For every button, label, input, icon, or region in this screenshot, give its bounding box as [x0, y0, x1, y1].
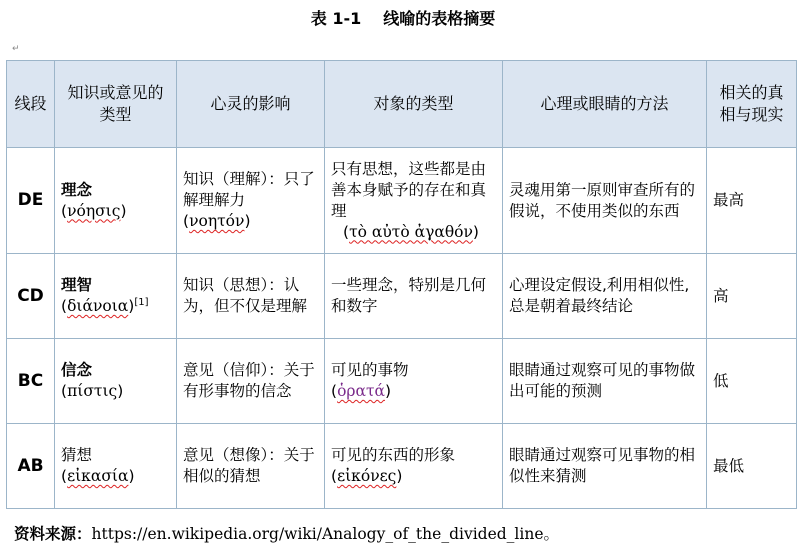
term-name: 信念 [61, 361, 93, 379]
caption-number: 表 1-1 [310, 9, 362, 28]
object-greek: τὸ αὐτὸ ἀγαθόν [349, 222, 473, 241]
source-url[interactable]: https://en.wikipedia.org/wiki/Analogy_of_the_divided_line。 [91, 525, 559, 543]
term-name: 理念 [61, 180, 93, 199]
source-note [14, 522, 559, 544]
object-cell: 可见的东西的形象 (εἰκόνες) [325, 424, 503, 509]
table-row [7, 339, 797, 424]
effect-greek: νοητόν [189, 212, 245, 230]
method-cell: 眼睛通过观察可见事物的相似性来猜测 [503, 424, 707, 509]
term-name: 理智 [61, 276, 93, 294]
summary-table-wrap [6, 60, 796, 509]
paragraph-mark-icon: ↵ [12, 44, 20, 54]
segment-cell: AB [7, 424, 55, 509]
term-cell: 理念 (νόησις) [55, 148, 177, 254]
header-method: 心理或眼睛的方法 [503, 61, 707, 148]
effect-cell: 知识（理解）：只了解理解力 (νοητόν) [177, 148, 325, 254]
object-cell: 只有思想，这些都是由善本身赋予的存在和真理 (τὸ αὐτὸ ἀγαθόν) [325, 148, 503, 254]
effect-cell: 意见（想像）：关于相似的猜想 [177, 424, 325, 509]
header-mind-effect: 心灵的影响 [177, 61, 325, 148]
object-cell: 可见的事物 (ὁρατά) [325, 339, 503, 424]
object-text: 可见的事物 [331, 361, 409, 379]
method-cell: 眼睛通过观察可见的事物做出可能的预测 [503, 339, 707, 424]
term-cell: 猜想 (εἰκασία) [55, 424, 177, 509]
object-text: 只有思想，这些都是由善本身赋予的存在和真理 [331, 159, 487, 220]
reality-cell: 高 [707, 254, 797, 339]
table-row [7, 424, 797, 509]
segment-cell: CD [7, 254, 55, 339]
table-row [7, 254, 797, 339]
reality-cell: 最高 [707, 148, 797, 254]
effect-cell: 知识（思想）：认为，但不仅是理解 [177, 254, 325, 339]
term-cell: 信念 (πίστις) [55, 339, 177, 424]
header-knowledge-type: 知识或意见的类型 [55, 61, 177, 148]
reality-cell: 最低 [707, 424, 797, 509]
term-greek: εἰκασία [67, 467, 129, 485]
object-greek: ὁρατά [337, 382, 386, 400]
term-greek: πίστις [67, 382, 118, 400]
term-name: 猜想 [61, 446, 93, 464]
header-segment: 线段 [7, 61, 55, 148]
effect-cell: 意见（信仰）：关于有形事物的信念 [177, 339, 325, 424]
effect-text: 知识（理解）：只了解理解力 [183, 170, 315, 209]
segment-cell: DE [7, 148, 55, 254]
table-caption [0, 6, 806, 29]
method-cell: 灵魂用第一原则审查所有的假说，不使用类似的东西 [503, 148, 707, 254]
summary-table [6, 60, 797, 509]
header-row [7, 61, 797, 148]
object-text: 可见的东西的形象 [331, 446, 456, 464]
term-greek: διάνοια [67, 297, 129, 315]
object-cell: 一些理念，特别是几何和数字 [325, 254, 503, 339]
segment-cell: BC [7, 339, 55, 424]
footnote-ref[interactable]: [1] [134, 296, 149, 308]
table-row [7, 148, 797, 254]
header-object-type: 对象的类型 [325, 61, 503, 148]
object-greek: εἰκόνες [337, 467, 397, 485]
header-reality: 相关的真相与现实 [707, 61, 797, 148]
method-cell: 心理设定假设,利用相似性,总是朝着最终结论 [503, 254, 707, 339]
term-cell: 理智 (διάνοια)[1] [55, 254, 177, 339]
term-greek: νόησις [67, 201, 121, 220]
source-label: 资料来源： [14, 525, 92, 543]
reality-cell: 低 [707, 339, 797, 424]
caption-title: 线喻的表格摘要 [383, 9, 496, 28]
